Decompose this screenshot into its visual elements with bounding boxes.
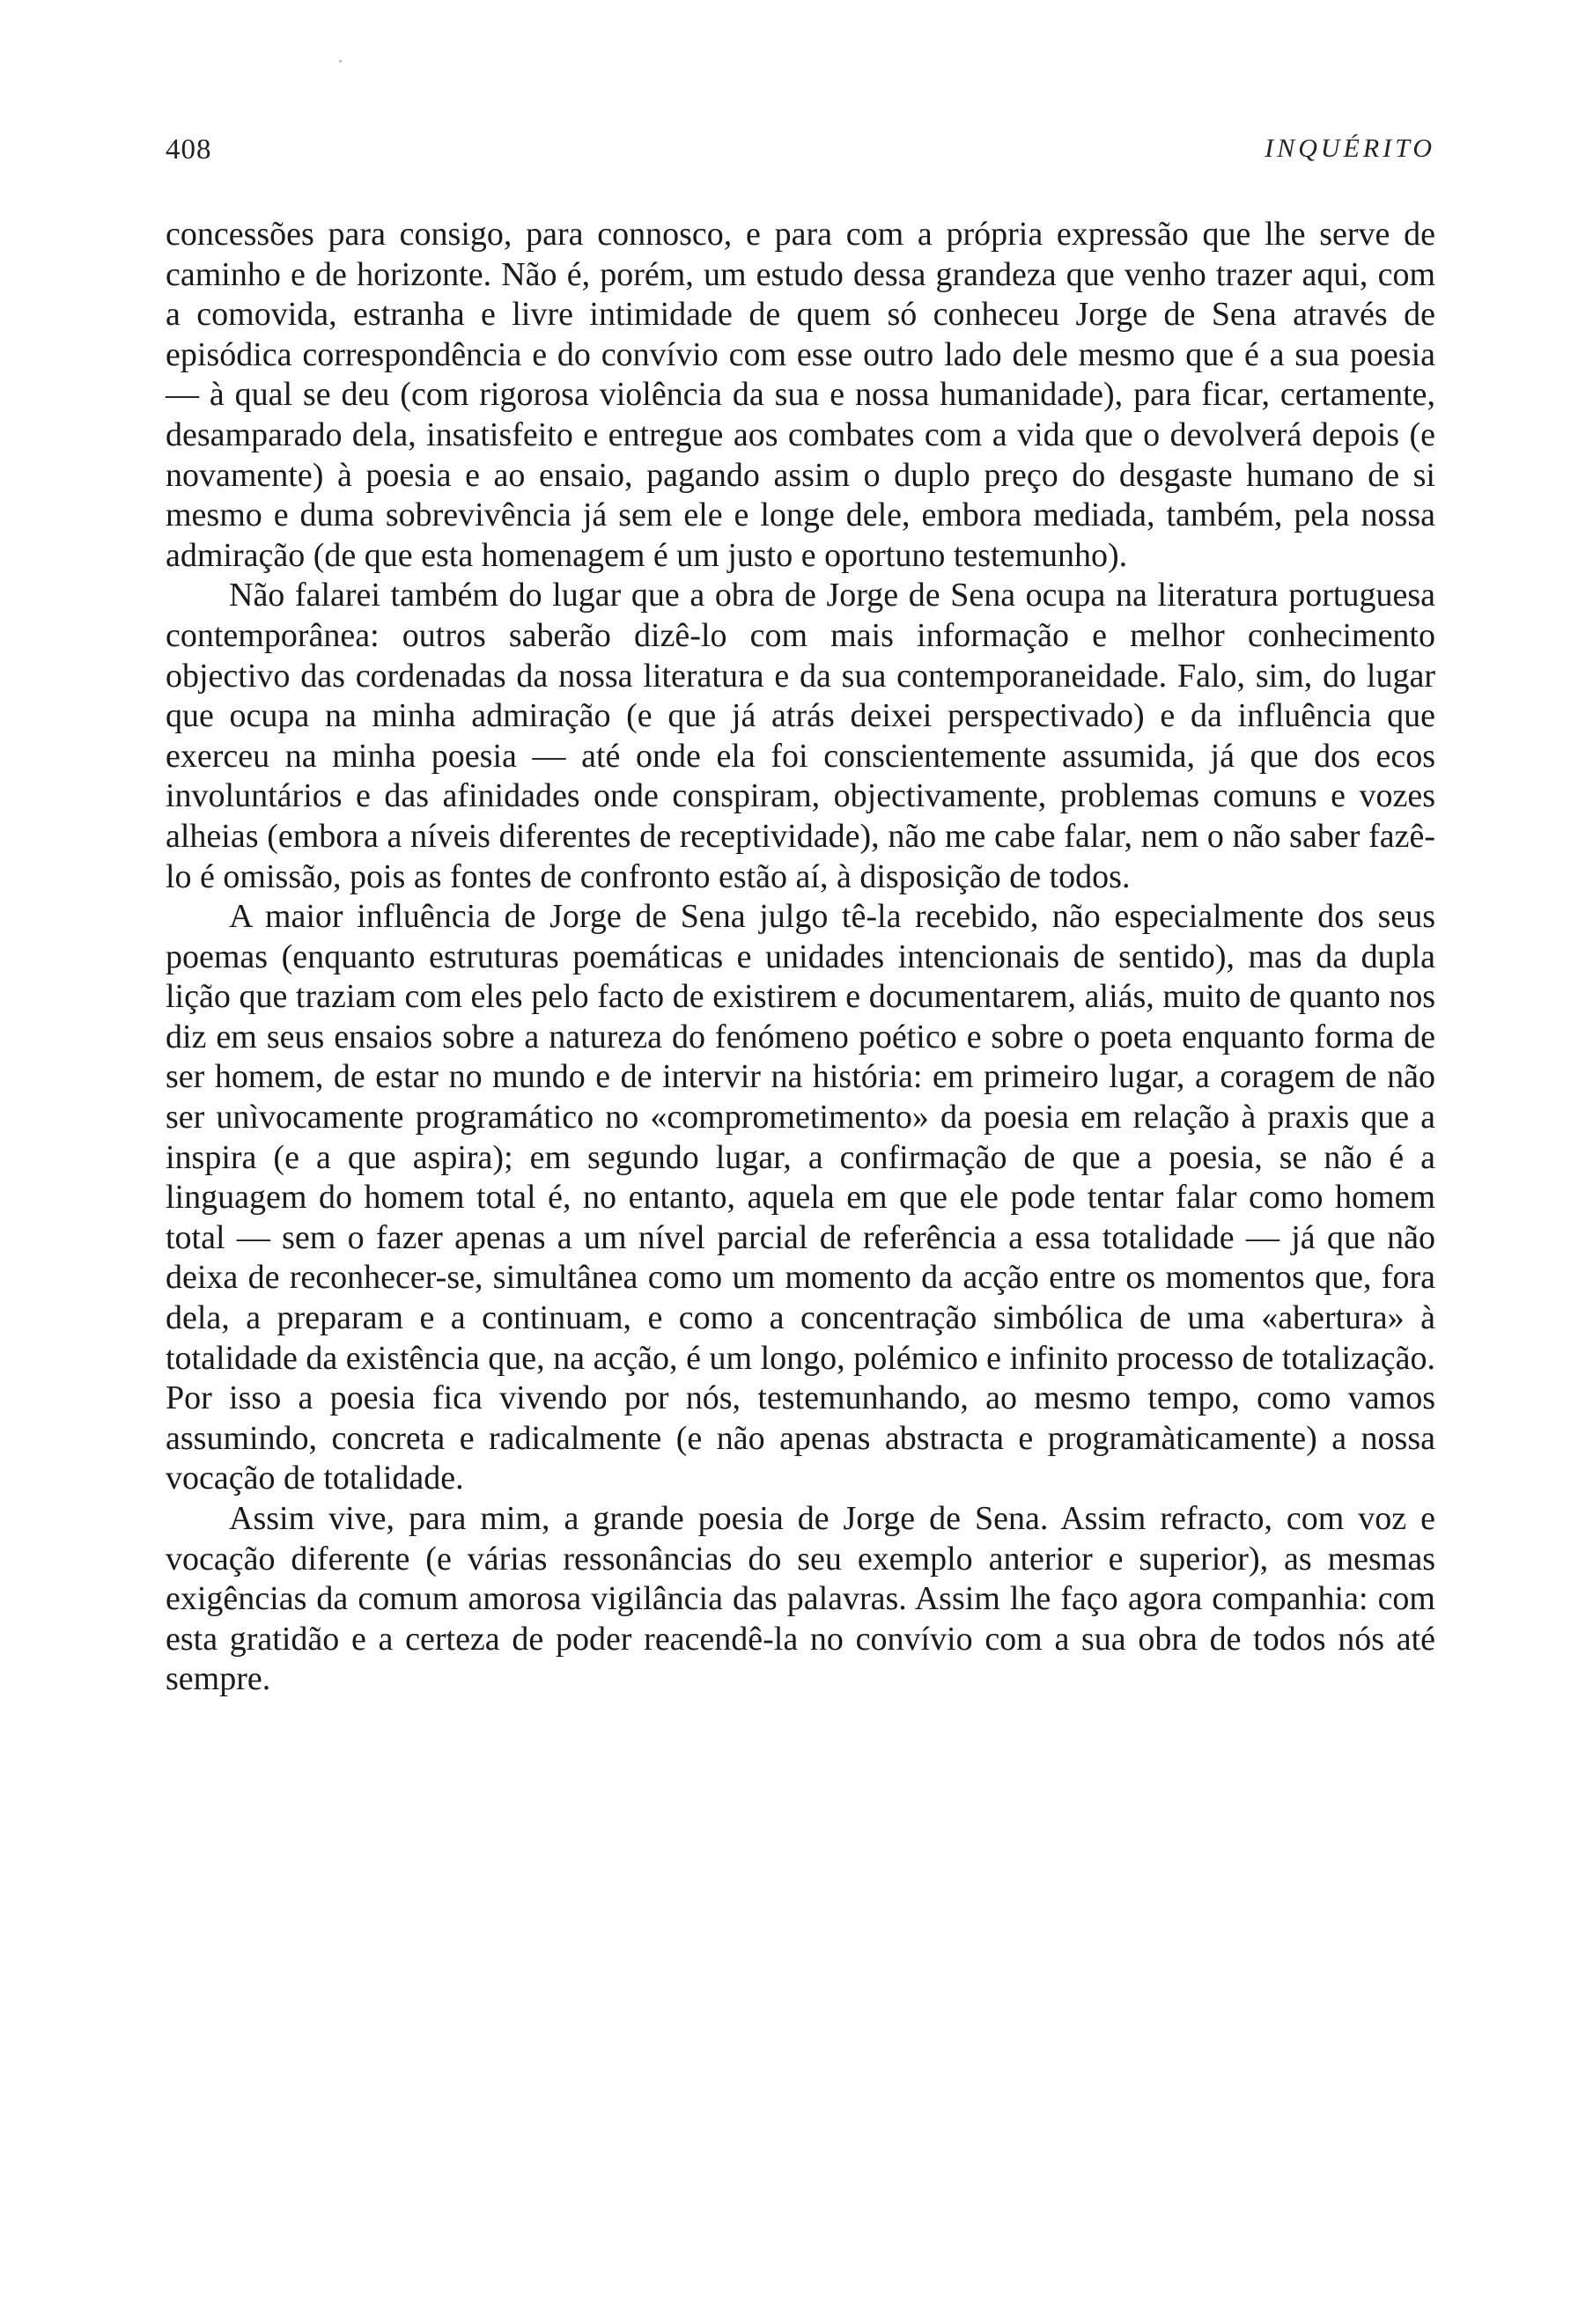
scan-speck bbox=[339, 60, 342, 63]
paragraph-2: Não falarei também do lugar que a obra de Jorge de Sena ocupa na literatura portuguesa contemporânea: outros saberão dizê-lo com mais informação e melhor conhecimento objectivo das cordenadas da nossa literatura e da sua contemporaneidade. Falo, sim, do lugar que ocupa na minha admiração (e que já atrás deixei perspectivado) e da influência que exerceu na minha poesia — até onde ela foi conscientemente assumida, já que dos ecos involuntários e das afinidades onde conspiram, objectivamente, problemas comuns e vozes alheias (embora a níveis diferentes de receptividade), não me cabe falar, nem o não saber fazê-lo é omissão, pois as fontes de confronto estão aí, à disposição de todos. bbox=[166, 577, 1435, 895]
running-head: INQUÉRITO bbox=[1265, 134, 1435, 163]
page-number: 408 bbox=[166, 134, 212, 165]
paragraph-1: concessões para consigo, para connosco, e para com a própria expressão que lhe serve de caminho e de horizonte. Não é, porém, um estudo dessa grandeza que venho trazer aqui, com a comovida, estranha e livre intimidade de quem só conheceu Jorge de Sena através de episódica correspondência e do convívio com esse outro lado dele mesmo que é a sua poesia — à qual se deu (com rigorosa violência da sua e nossa humanidade), para ficar, certamente, desamparado dela, insatisfeito e entregue aos combates com a vida que o devolverá depois (e novamente) à poesia e ao ensaio, pagando assim o duplo preço do desgaste humano de si mesmo e duma sobrevivência já sem ele e longe dele, embora mediada, também, pela nossa admiração (de que esta homenagem é um justo e oportuno testemunho). bbox=[166, 216, 1435, 574]
paragraph-4: Assim vive, para mim, a grande poesia de Jorge de Sena. Assim refracto, com voz e vocação diferente (e várias ressonâncias do seu exemplo anterior e superior), as mesmas exigências da comum amorosa vigilância das palavras. Assim lhe faço agora companhia: com esta gratidão e a certeza de poder reacendê-la no convívio com a sua obra de todos nós até sempre. bbox=[166, 1500, 1435, 1698]
page-header bbox=[166, 134, 1435, 178]
body-text bbox=[166, 215, 1435, 1700]
paragraph-3: A maior influência de Jorge de Sena julgo tê-la recebido, não especialmente dos seus poemas (enquanto estruturas poemáticas e unidades intencionais de sentido), mas da dupla lição que traziam com eles pelo facto de existirem e documentarem, aliás, muito de quanto nos diz em seus ensaios sobre a natureza do fenómeno poético e sobre o poeta enquanto forma de ser homem, de estar no mundo e de intervir na história: em primeiro lugar, a coragem de não ser unìvocamente programático no «comprometimento» da poesia em relação à praxis que a inspira (e a que aspira); em segundo lugar, a confirmação de que a poesia, se não é a linguagem do homem total é, no entanto, aquela em que ele pode tentar falar como homem total — sem o fazer apenas a um nível parcial de referência a essa totalidade — já que não deixa de reconhecer-se, simultânea como um momento da acção entre os momentos que, fora dela, a preparam e a continuam, e como a concentração simbólica de uma «abertura» à totalidade da existência que, na acção, é um longo, polémico e infinito processo de totalização. Por isso a poesia fica vivendo por nós, testemunhando, ao mesmo tempo, como vamos assumindo, concreta e radicalmente (e não apenas abstracta e programàticamente) a nossa vocação de totalidade. bbox=[166, 898, 1435, 1497]
